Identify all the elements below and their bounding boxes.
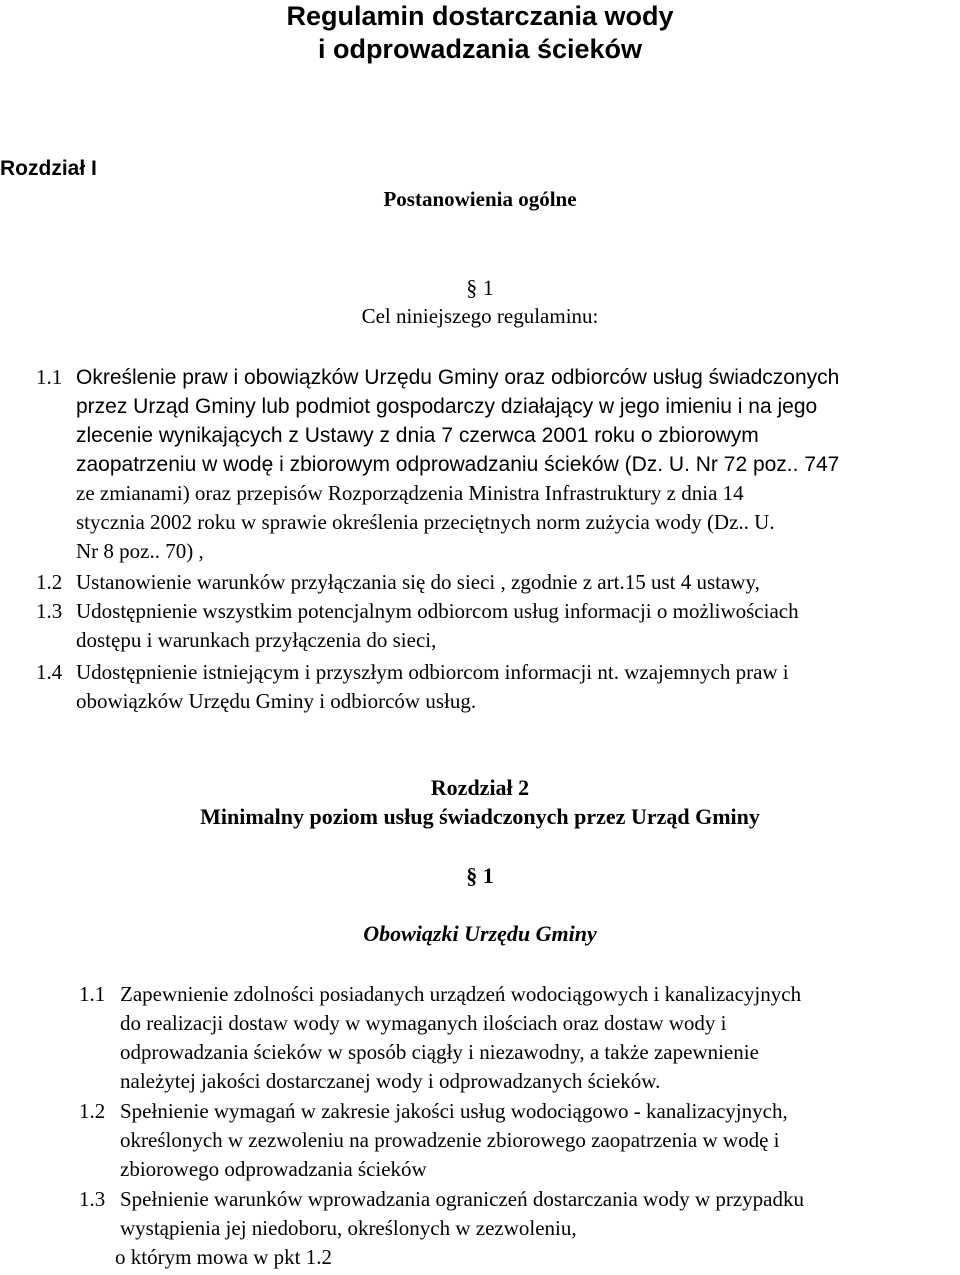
item-line: należytej jakości dostarczanej wody i odprowadzanych ścieków. xyxy=(120,1069,661,1093)
chapter-1-item xyxy=(36,597,960,657)
item-line: o którym mowa w pkt 1.2 xyxy=(115,1245,332,1269)
chapter-1-section xyxy=(0,275,960,301)
item-line: zbiorowego odprowadzania ścieków xyxy=(120,1157,427,1181)
item-line: Określenie praw i obowiązków Urzędu Gminy oraz odbiorców usług świadczonych xyxy=(76,366,840,389)
item-number: 1.1 xyxy=(79,982,106,1006)
item-text xyxy=(120,980,801,1096)
section-sign: § xyxy=(466,863,478,888)
chapter-2-item xyxy=(79,980,960,1098)
item-text xyxy=(76,363,839,566)
section-number: 1 xyxy=(482,863,494,888)
item-line: do realizacji dostaw wody w wymaganych ilościach oraz dostaw wody i xyxy=(120,1011,727,1035)
section-sign: § xyxy=(466,275,478,300)
chapter-2-item xyxy=(79,1097,960,1187)
item-line: zaopatrzeniu w wodę i zbiorowym odprowadzaniu ścieków (Dz. U. Nr 72 poz.. 747 xyxy=(76,453,840,476)
chapter-1-section-title: Cel niniejszego regulaminu: xyxy=(361,304,599,328)
item-text xyxy=(76,597,799,655)
item-line: Ustanowienie warunków przyłączania się do sieci , zgodnie z art.15 ust 4 ustawy, xyxy=(76,570,760,594)
item-line: stycznia 2002 roku w sprawie określenia przeciętnych norm zużycia wody (Dz.. U. xyxy=(76,510,775,534)
item-number: 1.1 xyxy=(36,365,63,389)
item-line: określonych w zezwoleniu na prowadzenie zbiorowego zaopatrzenia w wodę i xyxy=(120,1128,780,1152)
document-title-line-1: Regulamin dostarczania wody xyxy=(286,1,674,31)
item-number: 1.3 xyxy=(79,1187,106,1211)
chapter-1-heading: Postanowienia ogólne xyxy=(383,187,577,211)
item-line: Spełnienie warunków wprowadzania ograniczeń dostarczania wody w przypadku xyxy=(120,1187,804,1211)
item-line: Udostępnienie wszystkim potencjalnym odbiorcom usług informacji o możliwościach xyxy=(76,599,799,623)
item-line: wystąpienia jej niedoboru, określonych w zezwoleniu, xyxy=(120,1216,577,1240)
chapter-1-label: Rozdział I xyxy=(0,157,97,180)
chapter-2-label: Rozdział 2 xyxy=(430,775,530,800)
item-number: 1.3 xyxy=(36,599,63,623)
item-number: 1.4 xyxy=(36,660,63,684)
chapter-1-item xyxy=(36,363,960,569)
chapter-2-item xyxy=(79,1185,960,1273)
chapter-1-item xyxy=(36,568,960,598)
item-number: 1.2 xyxy=(36,570,63,594)
chapter-1-item xyxy=(36,658,960,718)
item-line: Nr 8 poz.. 70) , xyxy=(76,539,204,563)
item-text xyxy=(76,568,760,597)
item-line: dostępu i warunkach przyłączenia do sieci, xyxy=(76,628,437,652)
item-line: ze zmianami) oraz przepisów Rozporządzenia Ministra Infrastruktury z dnia 14 xyxy=(76,481,744,505)
item-line: obowiązków Urzędu Gminy i odbiorców usług. xyxy=(76,689,477,713)
chapter-2-section xyxy=(0,863,960,889)
item-text xyxy=(115,1185,804,1272)
item-line: Zapewnienie zdolności posiadanych urządzeń wodociągowych i kanalizacyjnych xyxy=(120,982,802,1006)
document-title-line-2: i odprowadzania ścieków xyxy=(317,34,643,64)
section-number: 1 xyxy=(482,275,494,300)
chapter-2-heading: Minimalny poziom usług świadczonych przez Urząd Gminy xyxy=(200,804,760,829)
item-text xyxy=(120,1097,788,1184)
item-line: przez Urząd Gminy lub podmiot gospodarczy działający w jego imieniu i na jego xyxy=(76,395,818,418)
item-text xyxy=(76,658,789,716)
item-number: 1.2 xyxy=(79,1099,106,1123)
item-line: zlecenie wynikających z Ustawy z dnia 7 czerwca 2001 roku o zbiorowym xyxy=(76,424,759,447)
item-line: Udostępnienie istniejącym i przyszłym odbiorcom informacji nt. wzajemnych praw i xyxy=(76,660,789,684)
item-line: Spełnienie wymagań w zakresie jakości usług wodociągowo - kanalizacyjnych, xyxy=(120,1099,788,1123)
item-line: odprowadzania ścieków w sposób ciągły i niezawodny, a także zapewnienie xyxy=(120,1040,759,1064)
chapter-2-section-title: Obowiązki Urzędu Gminy xyxy=(363,921,597,946)
